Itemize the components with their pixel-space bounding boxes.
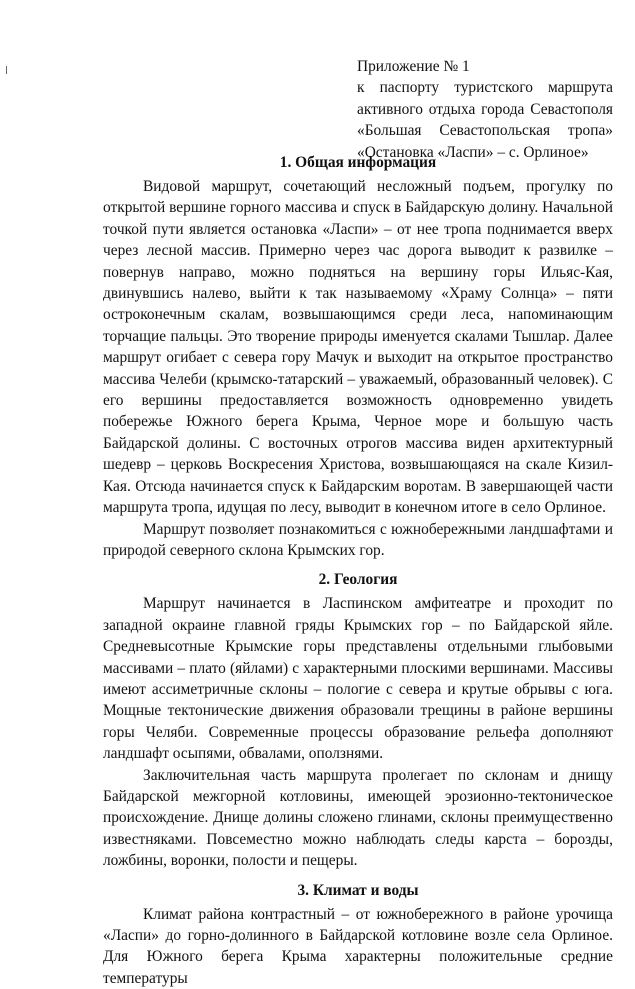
- section-climate-water: [103, 880, 613, 989]
- paragraph: Видовой маршрут, сочетающий несложный подъем, прогулку по открытой вершине горного массива и спуск в Байдарскую долину. Начальной точкой пути является остановка «Ласпи» – от нее тропа поднимается вверх через лесной массив. Примерно через час дорога выводит к развилке – повернув направо, можно подняться на вершину горы Ильяс-Кая, двинувшись налево, выйти к так называемому «Храму Солнца» – пяти остроконечным скалам, возвышающимся среди леса, напоминающим торчащие пальцы. Это творение природы именуется скалами Тышлар. Далее маршрут огибает с севера гору Мачук и выходит на открытое пространство массива Челеби (крымско-татарский – уважаемый, образованный человек). С его вершины предоставляется возможность одновременно увидеть побережье Южного берега Крыма, Черное море и большую часть Байдарской долины. С восточных отрогов массива виден архитектурный шедевр – церковь Воскресения Христова, возвышающаяся на скале Кизил-Кая. Отсюда начинается спуск к Байдарским воротам. В завершающей части маршрута тропа, идущая по лесу, выводит в конечном итоге в село Орлиное.: [103, 178, 613, 517]
- appendix-header: [357, 56, 613, 163]
- paragraph: Климат района контрастный – от южнобережного в районе урочища «Ласпи» до горно-долинного в Байдарской котловине возле села Орлиное. Для Южного берега Крыма характерны положительные средние температуры: [103, 905, 613, 987]
- scan-artifact-mark: [6, 66, 7, 74]
- appendix-line: «Большая Севастопольская тропа»: [357, 122, 613, 140]
- appendix-line: активного отдыха города Севастополя: [357, 100, 613, 118]
- section-general-info: [103, 152, 613, 561]
- section-heading: 1. Общая информация: [279, 154, 437, 171]
- section-heading: 2. Геология: [318, 571, 398, 589]
- section-heading: 3. Климат и воды: [297, 881, 419, 899]
- paragraph: Маршрут позволяет познакомиться с южнобережными ландшафтами и природой северного склона Крымских гор.: [103, 520, 613, 559]
- document-body: [103, 152, 613, 989]
- section-geology: [103, 569, 613, 871]
- paragraph: Заключительная часть маршрута пролегает по склонам и днищу Байдарской межгорной котловины, имеющей эрозионно-тектоническое происхождение. Днище долины сложено глинами, склоны преимущественно известняками. Повсеместно можно наблюдать следы карста – борозды, ложбины, воронки, полости и пещеры.: [103, 766, 613, 870]
- paragraph: Маршрут начинается в Ласпинском амфитеатре и проходит по западной окраине главной гряды Крымских гор – по Байдарской яйле. Средневысотные Крымские горы представлены отдельными глыбовыми массивами – плато (яйлами) с характерными плоскими вершинами. Массивы имеют ассиметричные склоны – пологие с севера и крутые обрывы с юга. Мощные тектонические движения образовали трещины в районе вершины горы Челяби. Современные процессы образование рельефа дополняют ландшафт осыпями, обвалами, оползнями.: [103, 595, 613, 763]
- appendix-line: «Остановка «Ласпи» – с. Орлиное»: [357, 143, 589, 161]
- appendix-line: Приложение № 1: [357, 58, 470, 75]
- appendix-line: к паспорту туристского маршрута: [357, 79, 613, 97]
